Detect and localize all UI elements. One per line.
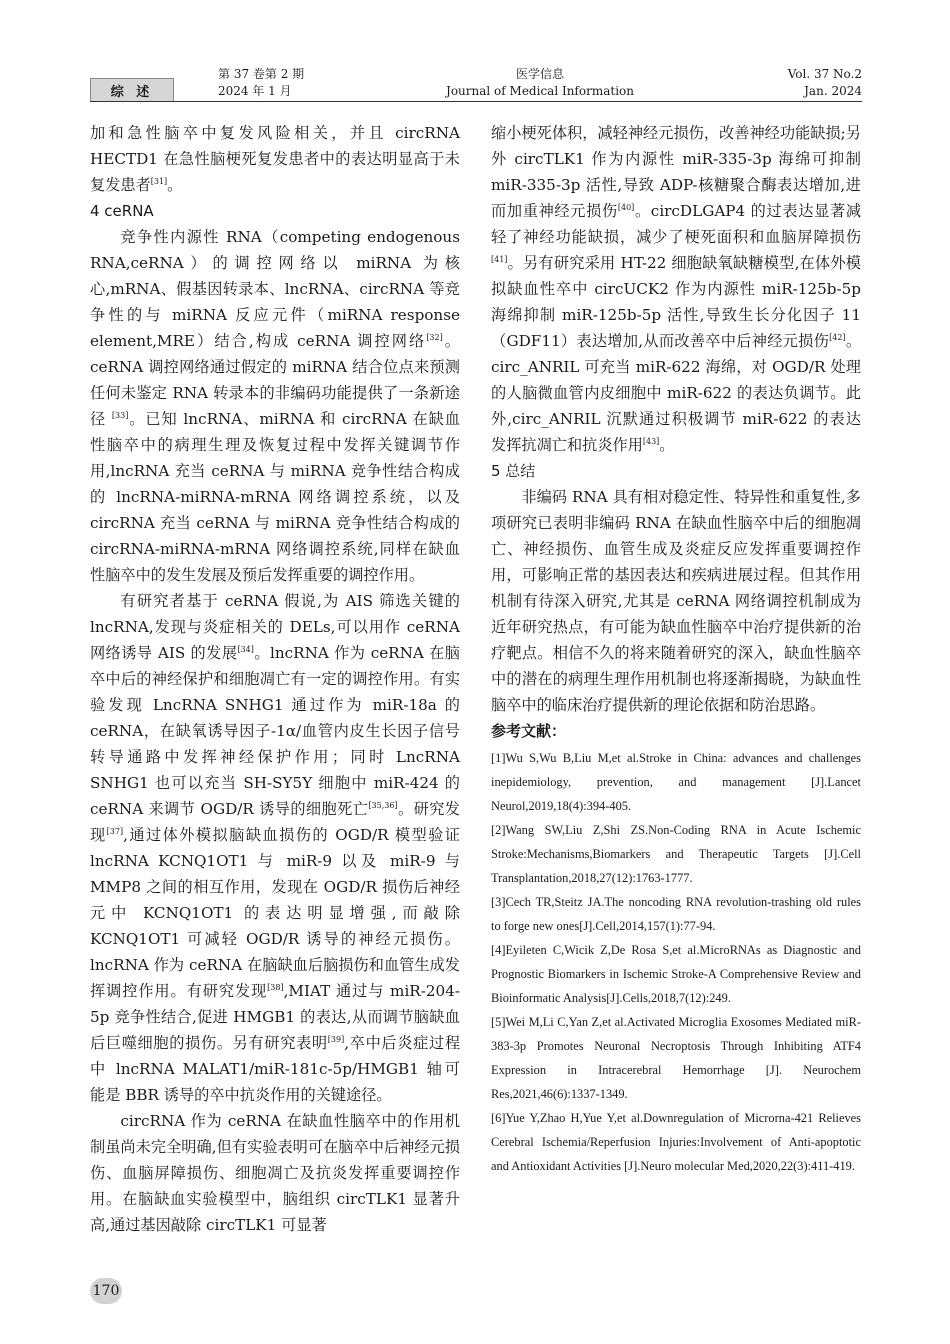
reference-item: [5]Wei M,Li C,Yan Z,et al.Activated Microglia Exosomes Mediated miR-383-3p Promotes Neuronal Necroptosis Through Inhibiting ATF4 Expression in Intracerebral Hemorrhage [J]. Neurochem Res,2021,46(6):1337-1349. xyxy=(491,1015,861,1101)
citation: [41] xyxy=(491,254,508,264)
reference-item: [4]Eyileten C,Wicik Z,De Rosa S,et al.MicroRNAs as Diagnostic and Prognostic Biomarkers in Ischemic Stroke-A Comprehensive Review and Bioinformatic Analysis[J].Cells,2018,7(12):249. xyxy=(491,943,861,1005)
running-header xyxy=(90,62,862,102)
section-tag: 综 述 xyxy=(90,78,174,102)
journal-name xyxy=(440,66,640,100)
page-number: 170 xyxy=(90,1278,122,1304)
reference-list xyxy=(491,746,861,1178)
citation: [40] xyxy=(617,202,635,212)
date-cn: 2024 年 1 月 xyxy=(218,84,292,98)
citation: [38] xyxy=(267,982,284,992)
paragraph-cerna-intro: 竞争性内源性 RNA（competing endogenous RNA,ceRNA）的调控网络以 miRNA 为核心,mRNA、假基因转录本、lncRNA、circRNA 等竞争性的与 miRNA 反应元件（miRNA response element,MRE）结合,构成 ceRNA 调控网络[32]。ceRNA 调控网络通过假定的 miRNA 结合位点来预测任何未鉴定 RNA 转录本的非编码功能提供了一条新途径 [33]。已知 lncRNA、miRNA 和 circRNA 在缺血性脑卒中的病理生理及恢复过程中发挥关键调节作用,lncRNA 充当 ceRNA 与 miRNA 竞争性结合构成的 lncRNA-miRNA-mRNA 网络调控系统，以及 circRNA 充当 ceRNA 与 miRNA 竞争性结合构成的 circRNA-miRNA-mRNA 网络调控系统,同样在缺血性脑卒中的发生发展及预后发挥重要的调控作用。 xyxy=(90,228,461,584)
citation: [34] xyxy=(237,644,254,654)
issue-info-cn xyxy=(218,66,304,100)
section-heading-cerna: 4 ceRNA xyxy=(90,202,154,220)
citation: [32] xyxy=(426,332,443,342)
journal-name-cn: 医学信息 xyxy=(515,67,564,81)
issue-info-en xyxy=(788,66,862,100)
volume-cn: 第 37 卷第 2 期 xyxy=(218,67,305,81)
citation: [42] xyxy=(829,332,846,342)
left-column xyxy=(90,120,460,1238)
reference-item: [3]Cech TR,Steitz JA.The noncoding RNA revolution-trashing old rules to forge new ones[J].Cell,2014,157(1):77-94. xyxy=(491,895,861,933)
paragraph-circrna-cont: 缩小梗死体积，减轻神经元损伤，改善神经功能缺损;另外 circTLK1 作为内源性 miR-335-3p 海绵可抑制 miR-335-3p 活性,导致 ADP-核糖聚合酶表达增加,进而加重神经元损伤[40]。circDLGAP4 的过表达显著减轻了神经功能缺损，减少了梗死面积和血脑屏障损伤[41]。另有研究采用 HT-22 细胞缺氧缺糖模型,在体外模拟缺血性卒中 circUCK2 作为内源性 miR-125b-5p 海绵抑制 miR-125b-5p 活性,导致生长分化因子 11（GDF11）表达增加,从而改善卒中后神经元损伤[42]。circ_ANRIL 可充当 miR-622 海绵，对 OGD/R 处理的人脑微血管内皮细胞中 miR-622 的表达负调节。此外,circ_ANRIL 沉默通过积极调节 miR-622 的表达发挥抗凋亡和抗炎作用[43]。 xyxy=(491,124,862,454)
right-column xyxy=(491,120,861,1178)
journal-name-en: Journal of Medical Information xyxy=(446,84,634,98)
date-en: Jan. 2024 xyxy=(804,84,862,98)
citation: [31] xyxy=(150,176,168,186)
reference-item: [6]Yue Y,Zhao H,Yue Y,et al.Downregulation of Microrna-421 Relieves Cerebral Ischemia/Reperfusion Injuries:Involvement of Anti-apoptotic and Antioxidant Activities [J].Neuro molecular Med,2020,22(3):411-419. xyxy=(491,1111,861,1173)
reference-item: [1]Wu S,Wu B,Liu M,et al.Stroke in China: advances and challenges inepidemiology, prevention, and management [J].Lancet Neurol,2019,18(4):394-405. xyxy=(491,751,861,813)
section-heading-summary: 5 总结 xyxy=(491,462,536,480)
citation: [39] xyxy=(327,1034,345,1044)
citation: [37] xyxy=(106,826,124,836)
paragraph-intro: 加和急性脑卒中复发风险相关，并且 circRNA HECTD1 在急性脑梗死复发患者中的表达明显高于未复发患者[31]。 xyxy=(90,124,460,194)
header-rule xyxy=(90,101,862,102)
citation: [33] xyxy=(111,410,129,420)
citation: [35,36] xyxy=(368,800,398,810)
paragraph-circrna: circRNA 作为 ceRNA 在缺血性脑卒中的作用机制虽尚未完全明确,但有实验表明可在脑卒中后神经元损伤、血脑屏障损伤、细胞凋亡及抗炎发挥重要调控作用。在脑缺血实验模型中，脑组织 circTLK1 显著升高,通过基因敲除 circTLK1 可显著 xyxy=(90,1112,460,1234)
references-title: 参考文献： xyxy=(491,722,567,740)
paragraph-summary: 非编码 RNA 具有相对稳定性、特异性和重复性,多项研究已表明非编码 RNA 在缺血性脑卒中后的细胞凋亡、神经损伤、血管生成及炎症反应发挥重要调控作用，可影响正常的基因表达和疾病进展过程。但其作用机制有待深入研究,尤其是 ceRNA 网络调控机制成为近年研究热点，有可能为缺血性脑卒中治疗提供新的治疗靶点。相信不久的将来随着研究的深入，缺血性脑卒中的潜在的病理生理作用机制也将逐渐揭晓，为缺血性脑卒中的临床治疗提供新的理论依据和防治思路。 xyxy=(491,488,861,714)
paragraph-lncrna: 有研究者基于 ceRNA 假说,为 AIS 筛选关键的 lncRNA,发现与炎症相关的 DELs,可以用作 ceRNA 网络诱导 AIS 的发展[34]。lncRNA 作为 ceRNA 在脑卒中后的神经保护和细胞凋亡有一定的调控作用。有实验发现 LncRNA SNHG1 通过作为 miR-18a 的 ceRNA，在缺氧诱导因子-1α/血管内皮生长因子信号转导通路中发挥神经保护作用；同时 LncRNA SNHG1 也可以充当 SH-SY5Y 细胞中 miR-424 的 ceRNA 来调节 OGD/R 诱导的细胞死亡[35,36]。研究发现[37],通过体外模拟脑缺血损伤的 OGD/R 模型验证 lncRNA KCNQ1OT1 与 miR-9 以及 miR-9 与 MMP8 之间的相互作用，发现在 OGD/R 损伤后神经元中 KCNQ1OT1 的表达明显增强,而敲除 KCNQ1OT1 可减轻 OGD/R 诱导的神经元损伤。lncRNA 作为 ceRNA 在脑缺血后脑损伤和血管生成发挥调控作用。有研究发现[38],MIAT 通过与 miR-204-5p 竞争性结合,促进 HMGB1 的表达,从而调节脑缺血后巨噬细胞的损伤。另有研究表明[39],卒中后炎症过程中 lncRNA MALAT1/miR-181c-5p/HMGB1 轴可能是 BBR 诱导的卒中抗炎作用的关键途径。 xyxy=(90,592,461,1104)
citation: [43] xyxy=(642,436,660,446)
reference-item: [2]Wang SW,Liu Z,Shi ZS.Non-Coding RNA in Acute Ischemic Stroke:Mechanisms,Biomarkers and Therapeutic Targets [J].Cell Transplantation,2018,27(12):1763-1777. xyxy=(491,823,861,885)
volume-en: Vol. 37 No.2 xyxy=(787,67,862,81)
